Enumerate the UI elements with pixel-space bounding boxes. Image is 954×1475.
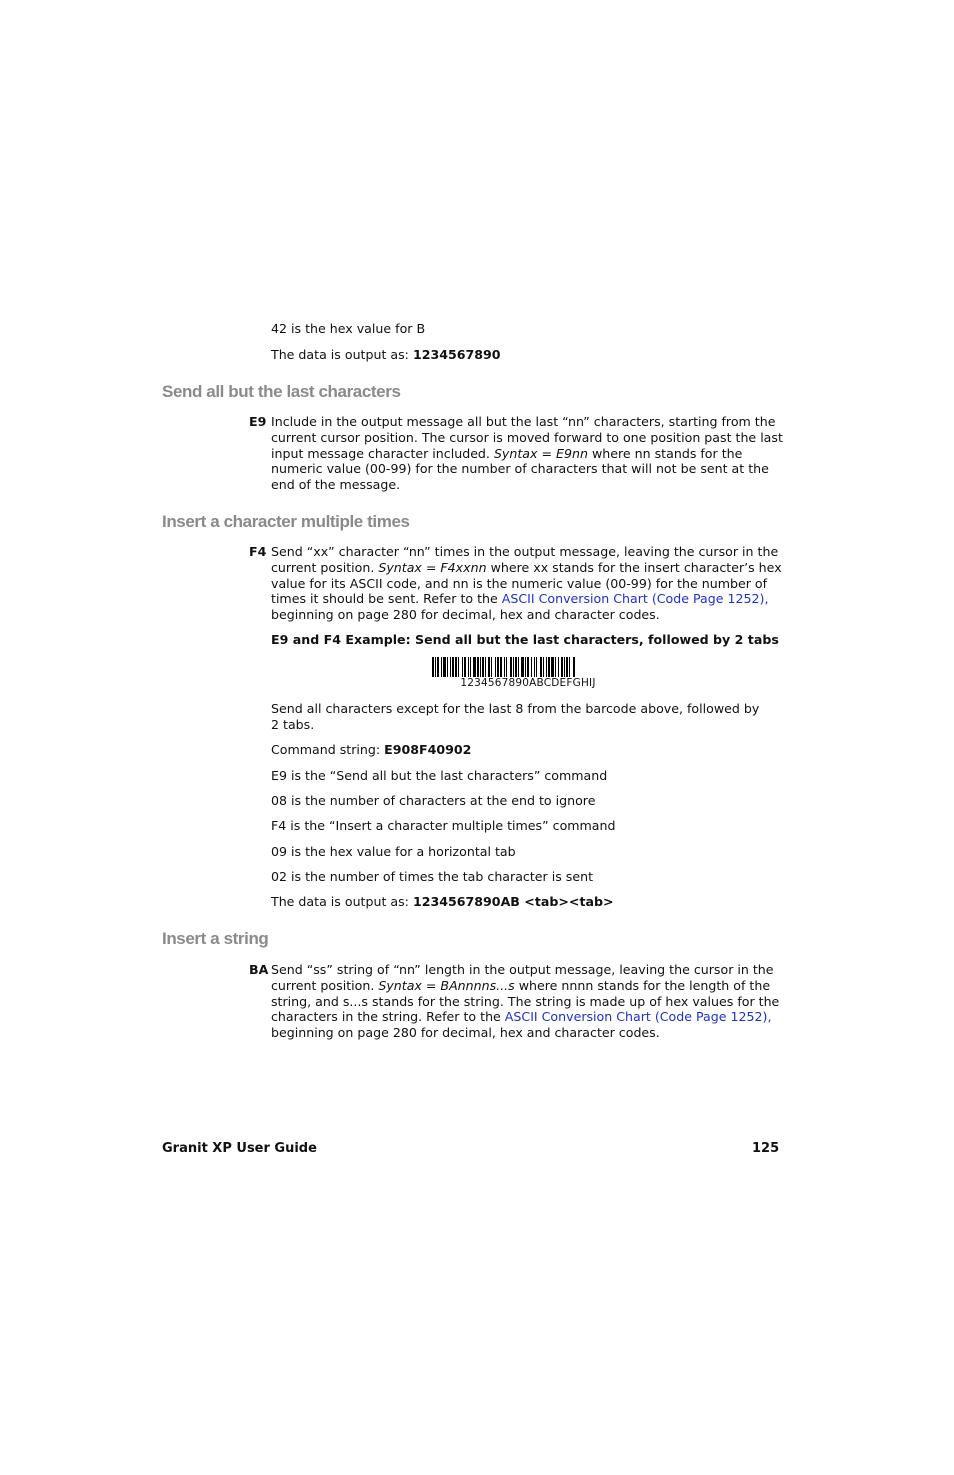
example-line-5: 02 is the number of times the tab character is sent	[271, 869, 594, 884]
footer-title: Granit XP User Guide	[162, 1141, 317, 1156]
barcode-bar	[441, 657, 442, 677]
barcode	[432, 657, 624, 677]
hex-note: 42 is the hex value for B	[271, 321, 426, 336]
e9-syntax: Syntax = E9nn	[493, 445, 588, 461]
barcode-bar	[515, 657, 517, 677]
ascii-chart-link-2[interactable]: ASCII Conversion Chart (Code Page 1252),	[504, 1009, 772, 1025]
output-line	[271, 347, 786, 363]
barcode-bar	[432, 657, 434, 677]
ba-text-c: beginning on page 280 for decimal, hex and character codes.	[271, 1025, 660, 1041]
barcode-bar	[470, 657, 471, 677]
example-line-4: 09 is the hex value for a horizontal tab	[271, 844, 516, 859]
barcode-bar	[531, 657, 532, 677]
barcode-bar	[546, 657, 547, 677]
barcode-bar	[543, 657, 544, 677]
ba-text-b: where nnnn stands for the length of the string, and s...s stands for the string. The string is made up of hex values for the characters in the string. Refer to the	[271, 977, 780, 1025]
example-output-value: 1234567890AB <tab><tab>	[412, 894, 614, 909]
output-prefix: The data is output as:	[271, 347, 413, 362]
barcode-bar	[510, 657, 512, 677]
e9-description	[271, 414, 786, 493]
barcode-bar	[485, 657, 486, 677]
barcode-bar	[564, 657, 565, 677]
example-line-1: E9 is the “Send all but the last characters” command	[271, 768, 608, 783]
ascii-chart-link[interactable]: ASCII Conversion Chart (Code Page 1252),	[501, 591, 769, 607]
barcode-bar	[536, 657, 537, 677]
barcode-bar	[497, 657, 499, 677]
command-string-line	[271, 742, 786, 758]
page-number: 125	[752, 1141, 780, 1156]
ba-syntax: Syntax = BAnnnns...s	[378, 977, 515, 993]
example-output-prefix: The data is output as:	[271, 894, 413, 909]
barcode-text: 1234567890ABCDEFGHIJ	[460, 677, 596, 689]
f4-text-b: where xx stands for the insert character’s hex value for its ASCII code, and nn is the numeric value (00-99) for the number of times it should be sent. Refer to the	[271, 559, 782, 607]
barcode-bar	[458, 657, 459, 677]
barcode-bar	[443, 657, 446, 677]
example-title	[271, 632, 786, 648]
barcode-bar	[450, 657, 451, 677]
barcode-bar	[555, 657, 556, 677]
barcode-bar	[468, 657, 469, 677]
ba-description	[271, 962, 786, 1041]
barcode-bar	[527, 657, 529, 677]
ba-text-a: Send “ss” string of “nn” length in the output message, leaving the cursor in the current position.	[271, 962, 774, 993]
f4-text-c: beginning on page 280 for decimal, hex and character codes.	[271, 607, 660, 623]
example-line-2: 08 is the number of characters at the end to ignore	[271, 793, 596, 808]
example-line-3: F4 is the “Insert a character multiple times” command	[271, 818, 616, 833]
f4-description	[271, 544, 786, 623]
barcode-bar	[558, 657, 559, 677]
code-ba: BA	[249, 962, 269, 977]
barcode-bar	[491, 657, 492, 677]
barcode-bar	[495, 657, 496, 677]
barcode-bar	[513, 657, 514, 677]
barcode-bar	[518, 657, 519, 677]
e9-text-a: Include in the output message all but the last “nn” characters, starting from the current cursor position. The cursor is moved forward to one position past the last input message character included.	[271, 414, 783, 461]
barcode-bar	[534, 657, 535, 677]
barcode-bar	[482, 657, 484, 677]
barcode-bar	[551, 657, 554, 677]
barcode-bar	[447, 657, 448, 677]
barcode-bar	[506, 657, 507, 677]
barcode-bar	[464, 657, 466, 677]
barcode-bar	[462, 657, 463, 677]
barcode-bar	[561, 657, 563, 677]
f4-text-a: Send “xx” character “nn” times in the output message, leaving the cursor in the current position.	[271, 544, 779, 575]
barcode-bar	[473, 657, 476, 677]
barcode-bar	[477, 657, 479, 677]
e9-text-b: where nn stands for the numeric value (00-99) for the number of characters that will not be sent at the end of the message.	[271, 445, 769, 493]
barcode-bar	[435, 657, 436, 677]
heading-send-all-but-last: Send all but the last characters	[162, 382, 401, 401]
code-e9: E9	[249, 414, 267, 429]
barcode-bar	[525, 657, 526, 677]
output-value: 1234567890	[412, 347, 501, 362]
barcode-bar	[573, 657, 575, 677]
command-prefix: Command string:	[271, 742, 385, 757]
f4-syntax: Syntax = F4xxnn	[378, 559, 487, 575]
heading-insert-char-multiple: Insert a character multiple times	[162, 512, 410, 531]
example-output-line	[271, 894, 786, 910]
example-description: Send all characters except for the last 8 from the barcode above, followed by 2 tabs.	[271, 701, 760, 732]
barcode-bar	[452, 657, 454, 677]
barcode-bar	[566, 657, 568, 677]
barcode-bar	[455, 657, 457, 677]
barcode-bar	[540, 657, 542, 677]
barcode-bar	[548, 657, 550, 677]
barcode-bar	[488, 657, 490, 677]
barcode-bar	[521, 657, 524, 677]
heading-insert-string: Insert a string	[162, 929, 269, 948]
barcode-bar	[480, 657, 481, 677]
barcode-bar	[504, 657, 505, 677]
barcode-bar	[500, 657, 502, 677]
barcode-bar	[437, 657, 439, 677]
barcode-bar	[569, 657, 570, 677]
code-f4: F4	[249, 544, 267, 559]
command-value: E908F40902	[384, 742, 472, 757]
example-title-text: E9 and F4 Example: Send all but the last characters, followed by 2 tabs	[271, 632, 779, 647]
